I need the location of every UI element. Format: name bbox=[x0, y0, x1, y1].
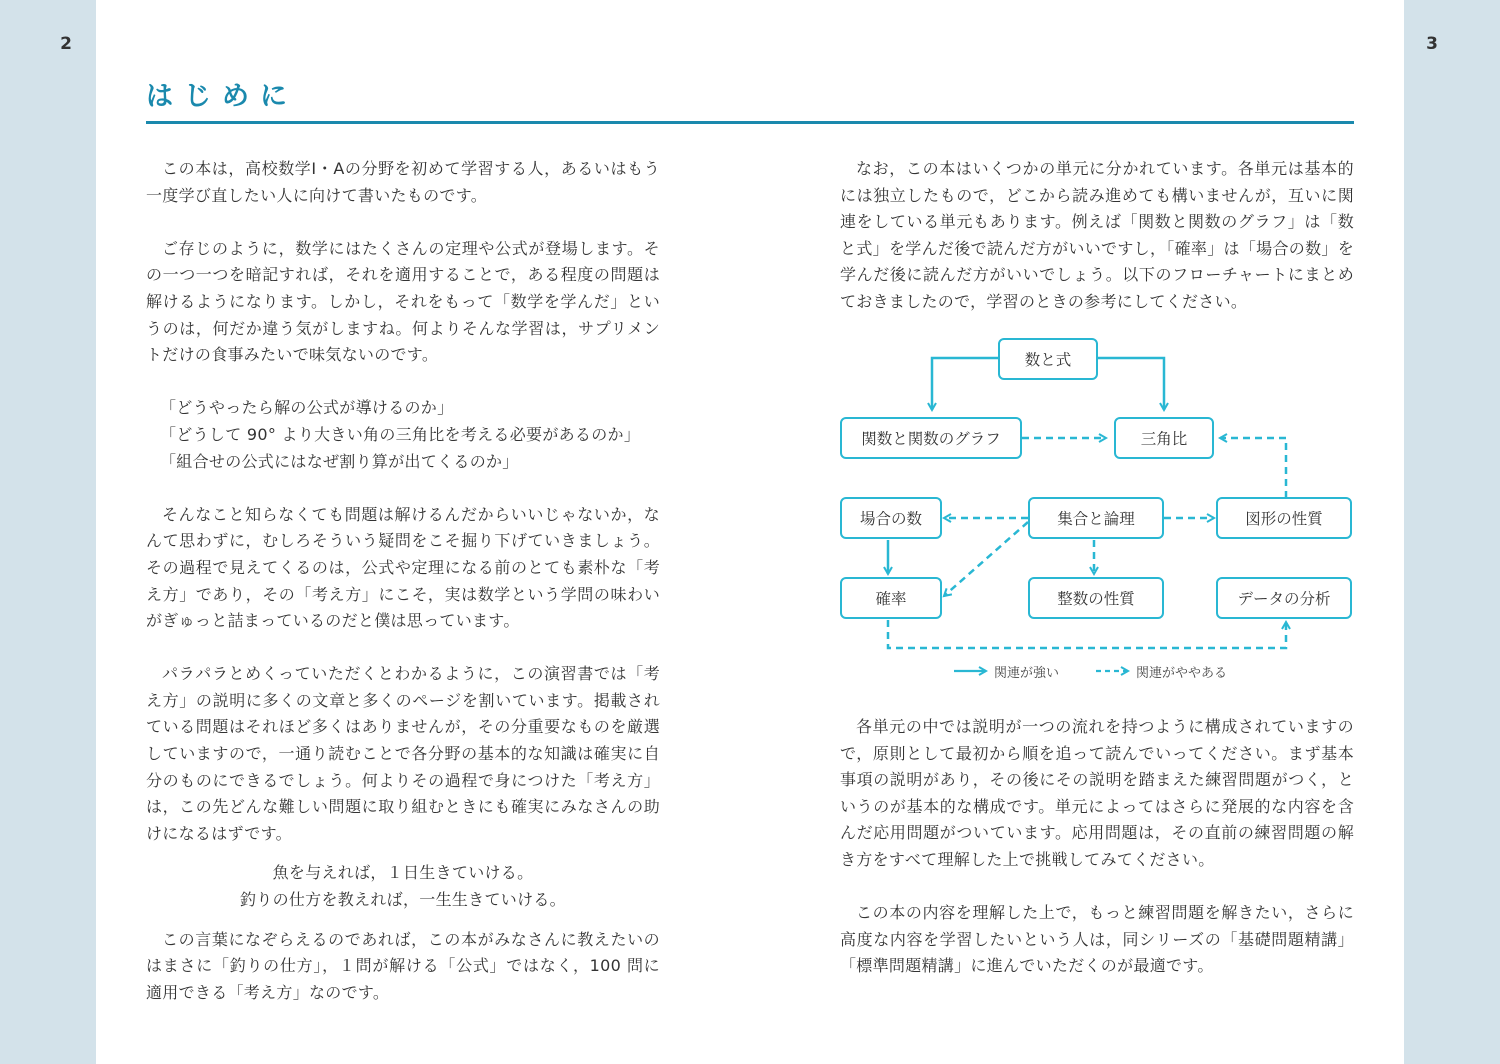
right-page-margin bbox=[1404, 0, 1500, 1064]
proverb-line-1: 魚を与えれば，１日生きていける。 bbox=[272, 863, 534, 883]
paragraph-workbook: パラパラとめくっていただくとわかるように，この演習書では「考え方」の説明に多くの文章と多くのページを割いています。掲載されている問題はそれほど多くはありませんが，その分重要なものを厳選していますので，一通り読むことで各分野の基本的な知識は確実に自分のものにできるでしょう。何よりその過程で身につけた「考え方」は，この先どんな難しい問題に取り組むときにも確実にみなさんの助けになるはずです。 bbox=[146, 664, 660, 843]
paragraph-units: なお，この本はいくつかの単元に分かれています。各単元は基本的には独立したもので，どこから読み進めても構いませんが，互いに関連をしている単元もあります。例えば「関数と関数のグラフ」は「数と式」を学んだ後で読んだ方がいいですし，「確率」は「場合の数」を学んだ後に読んだ方がいいでしょう。以下のフローチャートにまとめておきましたので，学習のときの参考にしてください。 bbox=[840, 159, 1354, 311]
node-kansu-graph: 関数と関数のグラフ bbox=[840, 417, 1022, 459]
proverb-line-2: 釣りの仕方を教えれば，一生生きていける。 bbox=[239, 890, 566, 910]
right-column-lower bbox=[840, 714, 1354, 980]
node-sankakuhi: 三角比 bbox=[1114, 417, 1214, 459]
node-shugo-to-ronri: 集合と論理 bbox=[1028, 497, 1164, 539]
arrow-suu-to-kansu bbox=[932, 358, 998, 410]
paragraph-thinking: そんなこと知らなくても問題は解けるんだからいいじゃないか，なんて思わずに，むしろそういう疑問をこそ掘り下げていきましょう。その過程で見えてくるのは，公式や定理になる前のとても素朴な「考え方」であり，その「考え方」にこそ，実は数学という学問の味わいがぎゅっと詰まっているのだと僕は思っています。 bbox=[146, 504, 660, 631]
arrow-shugo-to-kakuritsu bbox=[944, 522, 1028, 596]
left-page-margin bbox=[0, 0, 96, 1064]
node-kakuritsu: 確率 bbox=[840, 577, 942, 619]
page-number-right: 3 bbox=[1426, 34, 1438, 54]
arrow-suu-to-sankaku bbox=[1098, 358, 1164, 410]
question-line-2: 「どうして 90° より大きい角の三角比を考える必要があるのか」 bbox=[160, 424, 641, 444]
node-seisu-no-seishitsu: 整数の性質 bbox=[1028, 577, 1164, 619]
unit-flowchart bbox=[836, 330, 1358, 686]
question-line-1: 「どうやったら解の公式が導けるのか」 bbox=[160, 398, 454, 418]
node-zukei-no-seishitsu: 図形の性質 bbox=[1216, 497, 1352, 539]
paragraph-structure: 各単元の中では説明が一つの流れを持つように構成されていますので，原則として最初から順を追って読んでいってください。まず基本事項の説明があり，その後にその説明を踏まえた練習問題がつく，というのが基本的な構成です。単元によってはさらに発展的な内容を含んだ応用問題がついています。応用問題は，その直前の練習問題の解き方をすべて理解した上で挑戦してみてください。 bbox=[840, 717, 1354, 869]
page-title: はじめに bbox=[146, 81, 298, 112]
page-number-left: 2 bbox=[60, 34, 72, 54]
paragraph-intro: この本は，高校数学Ⅰ・Aの分野を初めて学習する人，あるいはもう一度学び直したい人に向けて書いたものです。 bbox=[146, 159, 660, 205]
paragraph-fishing: この言葉になぞらえるのであれば，この本がみなさんに教えたいのはまさに「釣りの仕方」，１問が解ける「公式」ではなく，100 問に適用できる「考え方」なのです。 bbox=[146, 929, 660, 1002]
node-baai-no-kazu: 場合の数 bbox=[840, 497, 942, 539]
paragraph-formulas: ご存じのように，数学にはたくさんの定理や公式が登場します。その一つ一つを暗記すれば，それを適用することで，ある程度の問題は解けるようになります。しかし，それをもって「数学を学んだ」というのは，何だか違う気がしますね。何よりそんな学習は，サプリメントだけの食事みたいで味気ないのです。 bbox=[146, 238, 660, 365]
legend-weak-label: 関連がややある bbox=[1136, 666, 1228, 681]
right-column bbox=[840, 156, 1354, 316]
arrow-zukei-to-sankaku bbox=[1220, 438, 1286, 498]
left-column bbox=[146, 156, 660, 1006]
node-data-no-bunseki: データの分析 bbox=[1216, 577, 1352, 619]
question-line-3: 「組合せの公式にはなぜ割り算が出てくるのか」 bbox=[160, 451, 519, 471]
title-rule bbox=[146, 121, 1354, 124]
arrow-kakuritsu-to-data bbox=[888, 620, 1286, 648]
paragraph-series: この本の内容を理解した上で，もっと練習問題を解きたい，さらに高度な内容を学習したいという人は，同シリーズの「基礎問題精講」「標準問題精講」に進んでいただくのが最適です。 bbox=[840, 903, 1354, 976]
legend-strong-label: 関連が強い bbox=[994, 666, 1060, 681]
node-suu-to-shiki: 数と式 bbox=[998, 338, 1098, 380]
